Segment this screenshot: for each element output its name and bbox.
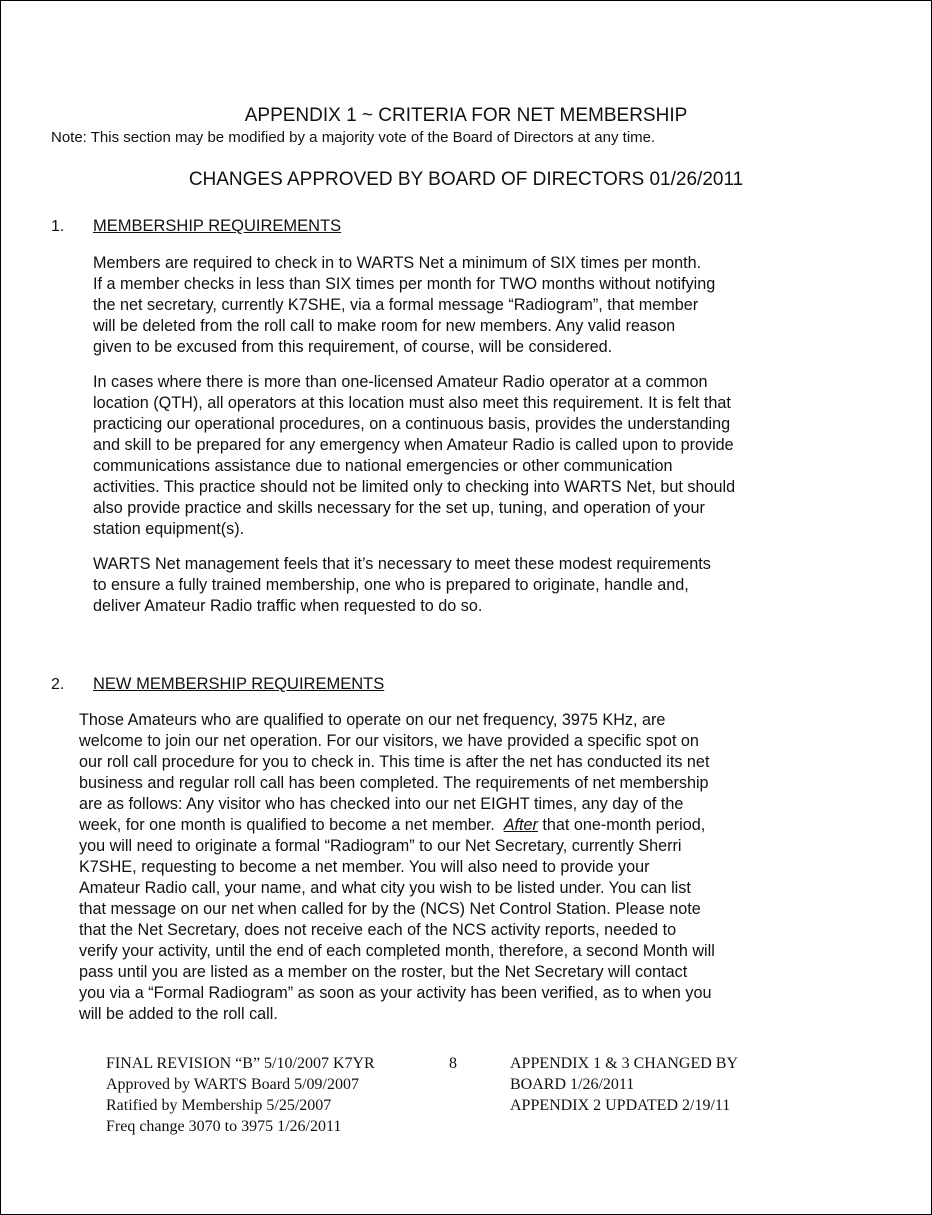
text-line: will be deleted from the roll call to make room for new members. Any valid reason [93,317,676,335]
text-fragment: that one-month period, [537,816,706,834]
footer-line: Approved by WARTS Board 5/09/2007 [106,1076,359,1093]
footer-line: APPENDIX 2 UPDATED 2/19/11 [510,1097,731,1114]
page-number: 8 [449,1055,457,1072]
footer-right [510,1053,738,1116]
text-line: location (QTH), all operators at this location must also meet this requirement. It is felt that [93,394,731,412]
text-line: that the Net Secretary, does not receive each of the NCS activity reports, needed to [79,921,677,939]
footer-line: BOARD 1/26/2011 [510,1076,635,1093]
section-2-paragraph [79,710,715,1025]
section-1-number: 1. [51,218,65,235]
text-line: If a member checks in less than SIX times per month for TWO months without notifying [93,275,716,293]
section-1-paragraph-1 [93,253,715,358]
changes-heading: CHANGES APPROVED BY BOARD OF DIRECTORS 01/26/2011 [188,169,744,190]
text-line: and skill to be prepared for any emergency when Amateur Radio is called upon to provide [93,436,734,454]
text-line: communications assistance due to national emergencies or other communication [93,457,673,475]
footer-line: Ratified by Membership 5/25/2007 [106,1097,332,1114]
text-line: you via a “Formal Radiogram” as soon as your activity has been verified, as to when you [79,984,712,1002]
text-line: are as follows: Any visitor who has checked into our net EIGHT times, any day of the [79,795,684,813]
text-line: Members are required to check in to WARTS Net a minimum of SIX times per month. [93,254,702,272]
section-1-paragraph-2 [93,372,735,540]
text-line [79,815,715,836]
text-line: Amateur Radio call, your name, and what city you wish to be listed under. You can list [79,879,691,897]
section-1-paragraph-3 [93,554,711,617]
footer-line: FINAL REVISION “B” 5/10/2007 K7YR [106,1055,375,1072]
text-line: you will need to originate a formal “Radiogram” to our Net Secretary, currently Sherri [79,837,682,855]
text-line: will be added to the roll call. [79,1005,278,1023]
text-fragment: week, for one month is qualified to become a net member. [79,816,504,834]
text-line: verify your activity, until the end of each completed month, therefore, a second Month will [79,942,715,960]
text-line: Those Amateurs who are qualified to operate on our net frequency, 3975 KHz, are [79,711,666,729]
text-line: practicing our operational procedures, on a continuous basis, provides the understanding [93,415,731,433]
section-2-number: 2. [51,676,65,693]
emphasized-after: After [503,816,538,834]
text-line: also provide practice and skills necessary for the set up, tuning, and operation of your [93,499,705,517]
text-line: WARTS Net management feels that it’s necessary to meet these modest requirements [93,555,711,573]
text-line: welcome to join our net operation. For our visitors, we have provided a specific spot on [79,732,699,750]
text-line: given to be excused from this requirement, of course, will be considered. [93,338,613,356]
text-line: K7SHE, requesting to become a net member. You will also need to provide your [79,858,650,876]
text-line: station equipment(s). [93,520,245,538]
text-line: business and regular roll call has been completed. The requirements of net membership [79,774,709,792]
section-1-heading: MEMBERSHIP REQUIREMENTS [93,217,342,235]
footer-line: Freq change 3070 to 3975 1/26/2011 [106,1118,342,1135]
text-line: pass until you are listed as a member on the roster, but the Net Secretary will contact [79,963,688,981]
note-text: Note: This section may be modified by a majority vote of the Board of Directors at any time. [51,129,656,146]
text-line: to ensure a fully trained membership, one who is prepared to originate, handle and, [93,576,689,594]
text-line: deliver Amateur Radio traffic when requested to do so. [93,597,483,615]
text-line: that message on our net when called for by the (NCS) Net Control Station. Please note [79,900,701,918]
text-line: activities. This practice should not be limited only to checking into WARTS Net, but should [93,478,736,496]
text-line: In cases where there is more than one-licensed Amateur Radio operator at a common [93,373,708,391]
text-line: our roll call procedure for you to check in. This time is after the net has conducted its net [79,753,710,771]
text-line: the net secretary, currently K7SHE, via a formal message “Radiogram”, that member [93,296,699,314]
section-2-heading: NEW MEMBERSHIP REQUIREMENTS [93,675,385,693]
footer-line: APPENDIX 1 & 3 CHANGED BY [510,1055,739,1072]
footer-left [106,1053,375,1137]
page-title: APPENDIX 1 ~ CRITERIA FOR NET MEMBERSHIP [244,105,688,126]
